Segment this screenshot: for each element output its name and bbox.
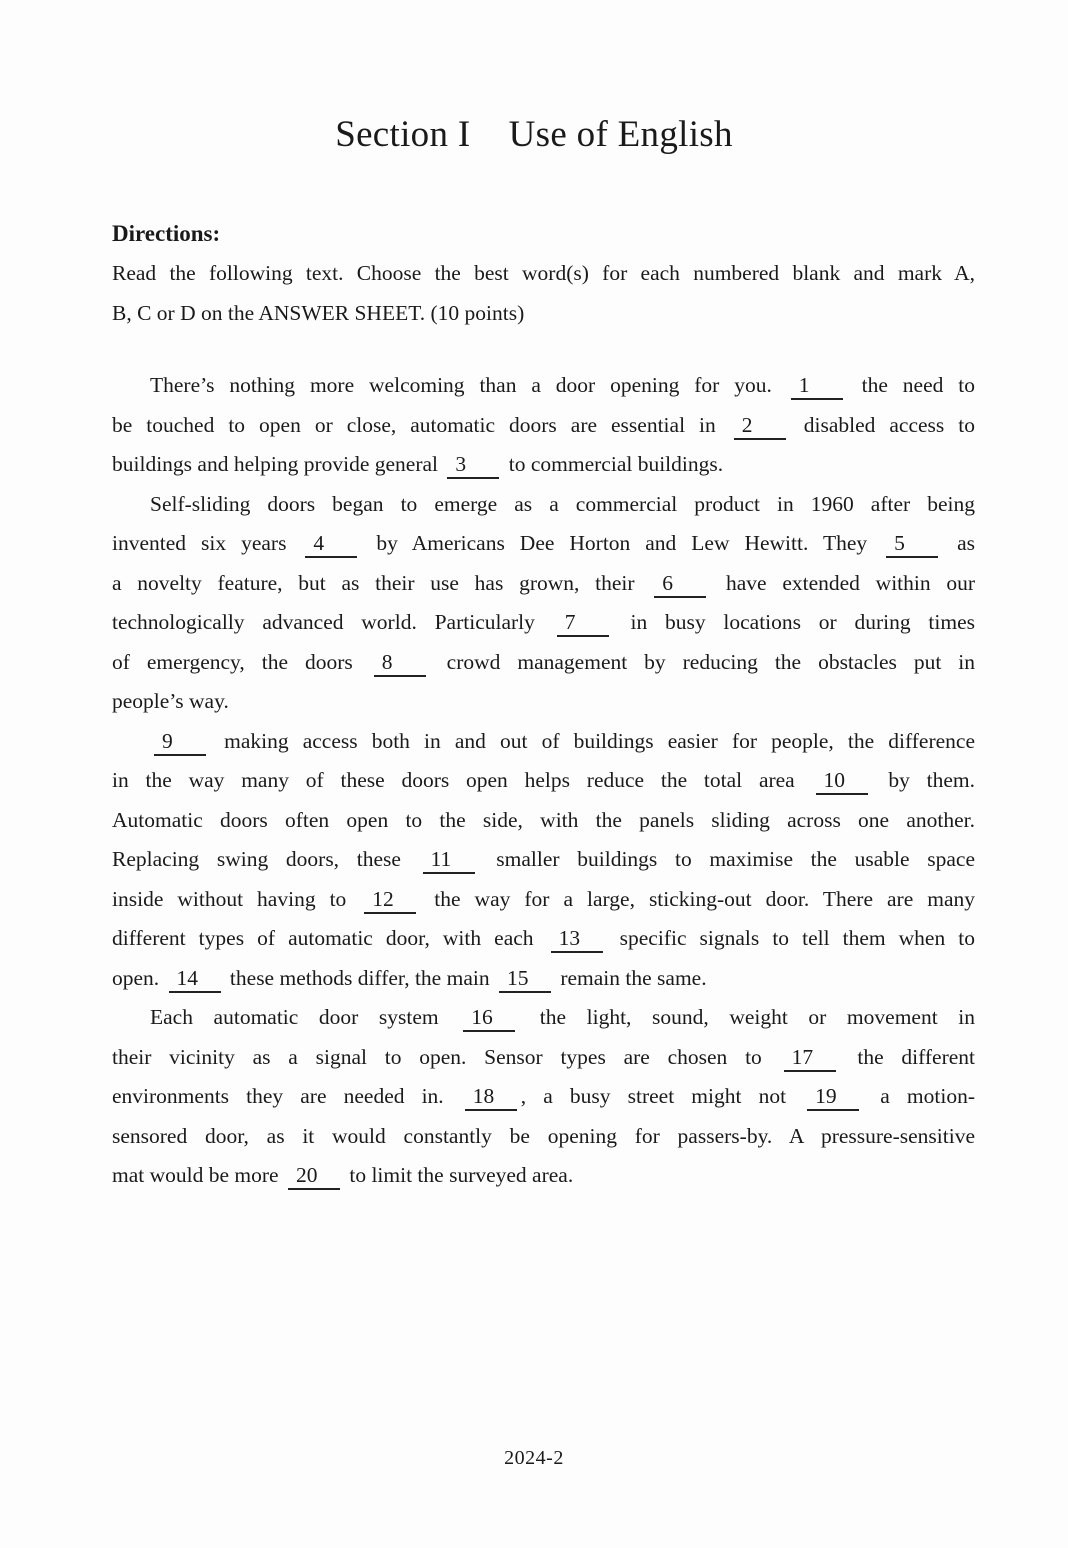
text-run: Automatic doors often open to the side, with the panels sliding across one another. bbox=[112, 807, 975, 832]
text-line bbox=[112, 722, 975, 762]
text-run: making access both in and out of buildings easier for people, the difference bbox=[210, 728, 975, 753]
paragraph-3 bbox=[112, 722, 975, 999]
section-title: Section I Use of English bbox=[335, 114, 733, 155]
text-run: of emergency, the doors bbox=[112, 649, 370, 674]
text-line bbox=[112, 1038, 975, 1078]
text-column bbox=[112, 214, 975, 1196]
text-run: in busy locations or during times bbox=[612, 610, 975, 634]
blank-4: 4 bbox=[305, 531, 357, 558]
page-number: 2024-2 bbox=[504, 1447, 564, 1469]
paragraph-4 bbox=[112, 998, 975, 1196]
text-line bbox=[112, 1077, 975, 1117]
text-run: a novelty feature, but as their use has grown, their bbox=[112, 570, 651, 595]
text-run: There’s nothing more welcoming than a door opening for you. bbox=[150, 373, 787, 397]
text-line bbox=[112, 919, 975, 959]
blank-20: 20 bbox=[288, 1163, 340, 1190]
blank-12: 12 bbox=[364, 887, 416, 914]
text-line bbox=[112, 1117, 975, 1157]
blank-17: 17 bbox=[784, 1045, 836, 1072]
text-run: the light, sound, weight or movement in bbox=[519, 1005, 975, 1029]
blank-13: 13 bbox=[551, 926, 603, 953]
paragraph-1 bbox=[112, 366, 975, 485]
blank-6: 6 bbox=[654, 571, 706, 598]
blank-11: 11 bbox=[423, 847, 475, 874]
text-run: be touched to open or close, automatic doors are essential in bbox=[112, 412, 730, 437]
text-run: , a busy street might not bbox=[520, 1084, 804, 1108]
text-line bbox=[112, 603, 975, 643]
text-line bbox=[112, 406, 975, 446]
blank-10: 10 bbox=[816, 768, 868, 795]
text-run: smaller buildings to maximise the usable space bbox=[478, 847, 975, 871]
text-run: inside without having to bbox=[112, 886, 361, 911]
passage bbox=[112, 366, 975, 1196]
text-line bbox=[112, 1156, 975, 1196]
text-run: Replacing swing doors, these bbox=[112, 847, 419, 871]
blank-19: 19 bbox=[807, 1084, 859, 1111]
text-run: by Americans Dee Horton and Lew Hewitt. They bbox=[361, 531, 883, 555]
blank-16: 16 bbox=[463, 1005, 515, 1032]
text-run: the need to bbox=[846, 373, 975, 397]
text-run: disabled access to bbox=[789, 412, 975, 437]
text-run: as bbox=[942, 531, 975, 555]
text-run: their vicinity as a signal to open. Sensor types are chosen to bbox=[112, 1044, 780, 1069]
text-run: Each automatic door system bbox=[150, 1005, 460, 1029]
text-run: by them. bbox=[871, 768, 975, 792]
text-run: a motion- bbox=[863, 1084, 975, 1108]
blank-18: 18 bbox=[465, 1084, 517, 1111]
text-line bbox=[112, 485, 975, 525]
blank-1: 1 bbox=[791, 373, 843, 400]
text-line bbox=[112, 801, 975, 841]
blank-9: 9 bbox=[154, 729, 206, 756]
text-line bbox=[112, 998, 975, 1038]
text-run: invented six years bbox=[112, 531, 302, 555]
text-run: sensored door, as it would constantly be opening for passers-by. A pressure-sensitive bbox=[112, 1123, 975, 1148]
text-line bbox=[112, 840, 975, 880]
directions-label: Directions: bbox=[112, 221, 221, 246]
text-run: specific signals to tell them when to bbox=[606, 926, 976, 950]
text-line bbox=[112, 761, 975, 801]
blank-15: 15 bbox=[499, 966, 551, 993]
text-line bbox=[112, 959, 975, 999]
text-run: have extended within our bbox=[710, 570, 976, 595]
text-line bbox=[112, 564, 975, 604]
text-run: technologically advanced world. Particularly bbox=[112, 610, 553, 634]
directions-line: B, C or D on the ANSWER SHEET. (10 points) bbox=[112, 300, 525, 325]
text-run: Self-sliding doors began to emerge as a commercial product in 1960 after being bbox=[150, 491, 975, 516]
text-line bbox=[112, 682, 975, 722]
text-line bbox=[112, 524, 975, 564]
directions bbox=[112, 214, 975, 333]
blank-7: 7 bbox=[557, 610, 609, 637]
text-run: buildings and helping provide general bbox=[112, 452, 444, 476]
directions-line: Read the following text. Choose the best word(s) for each numbered blank and mark A, bbox=[112, 261, 975, 285]
text-run: in the way many of these doors open helps reduce the total area bbox=[112, 768, 812, 792]
text-run: different types of automatic door, with each bbox=[112, 926, 547, 950]
text-run: to limit the surveyed area. bbox=[343, 1163, 574, 1187]
text-line bbox=[112, 880, 975, 920]
text-run: mat would be more bbox=[112, 1163, 284, 1187]
text-run: open. bbox=[112, 965, 165, 990]
text-run: crowd management by reducing the obstacles put in bbox=[429, 649, 975, 674]
text-line bbox=[112, 445, 975, 485]
text-run: people’s way. bbox=[112, 689, 229, 713]
blank-8: 8 bbox=[374, 650, 426, 677]
blank-14: 14 bbox=[169, 966, 221, 993]
text-run: these methods differ, the main bbox=[224, 965, 495, 990]
text-run: environments they are needed in. bbox=[112, 1084, 461, 1108]
text-run: to commercial buildings. bbox=[503, 452, 724, 476]
blank-3: 3 bbox=[447, 452, 499, 479]
blank-5: 5 bbox=[886, 531, 938, 558]
text-line bbox=[112, 643, 975, 683]
blank-2: 2 bbox=[734, 413, 786, 440]
paragraph-2 bbox=[112, 485, 975, 722]
text-run: the different bbox=[839, 1044, 976, 1069]
text-run: the way for a large, sticking-out door. There are many bbox=[420, 886, 976, 911]
text-line bbox=[112, 366, 975, 406]
text-run: remain the same. bbox=[554, 965, 707, 990]
